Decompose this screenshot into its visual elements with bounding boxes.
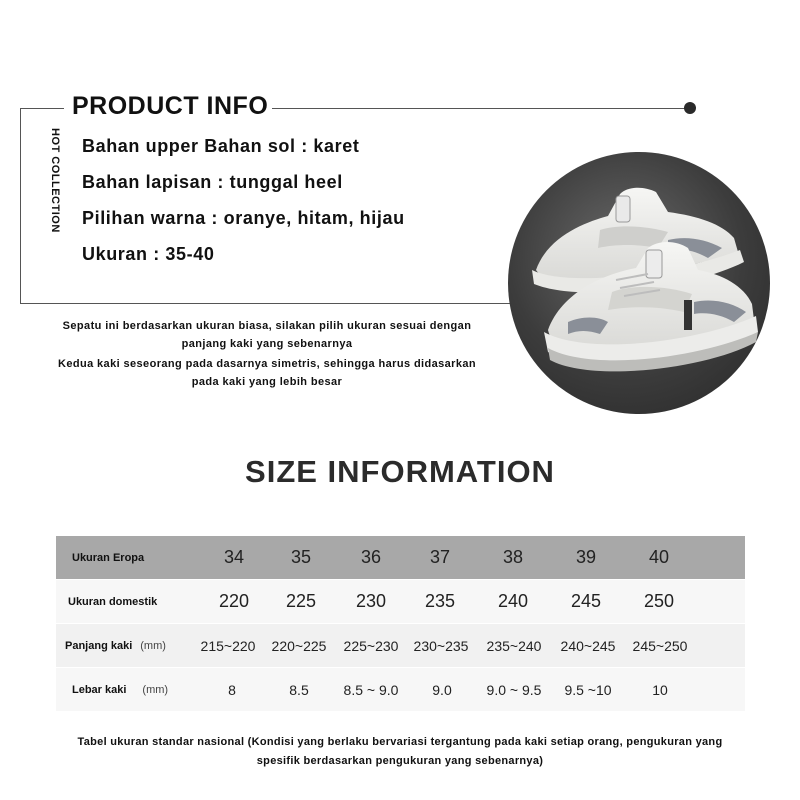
table-row-eu-size bbox=[56, 536, 745, 579]
table-cell: 250 bbox=[643, 591, 675, 611]
row-label-text: Panjang kaki bbox=[65, 639, 133, 652]
frame-top-border-left bbox=[20, 108, 64, 109]
note-line-3: Kedua kaki seseorang pada dasarnya simetris, sehingga harus didasarkan bbox=[57, 358, 477, 370]
info-lining: Bahan lapisan : tunggal heel bbox=[82, 172, 343, 192]
sneakers-illustration bbox=[508, 152, 770, 414]
hot-collection-text: HOT COLLECTION bbox=[49, 128, 61, 233]
note-line-2: panjang kaki yang sebenarnya bbox=[181, 338, 353, 350]
table-cell: 40 bbox=[648, 547, 670, 567]
row-unit: (mm) bbox=[142, 683, 169, 696]
table-cell: 9.0 ~ 9.5 bbox=[486, 681, 542, 698]
note-line-4: pada kaki yang lebih besar bbox=[191, 376, 343, 388]
table-row-foot-length bbox=[56, 624, 745, 667]
table-cell: 240~245 bbox=[560, 637, 616, 654]
row-label-text: Lebar kaki bbox=[72, 683, 127, 696]
table-cell: 215~220 bbox=[200, 637, 256, 654]
row-label-text: Ukuran Eropa bbox=[72, 551, 145, 564]
info-material: Bahan upper Bahan sol : karet bbox=[82, 136, 360, 156]
table-cell: 230 bbox=[355, 591, 387, 611]
table-cell: 220 bbox=[218, 591, 250, 611]
table-row-domestic-size bbox=[56, 580, 745, 623]
size-information-heading: SIZE INFORMATION bbox=[245, 454, 555, 489]
frame-top-border-right bbox=[272, 108, 686, 109]
table-cell: 8.5 ~ 9.0 bbox=[343, 681, 399, 698]
row-label-text: Ukuran domestik bbox=[68, 595, 158, 608]
product-info-heading: PRODUCT INFO bbox=[72, 92, 269, 120]
size-table bbox=[56, 536, 745, 711]
table-cell: 39 bbox=[575, 547, 597, 567]
table-cell: 220~225 bbox=[271, 637, 327, 654]
table-cell: 36 bbox=[360, 547, 382, 567]
table-cell: 245 bbox=[570, 591, 602, 611]
table-row-foot-width bbox=[56, 668, 745, 711]
table-cell: 240 bbox=[497, 591, 529, 611]
table-cell: 8 bbox=[228, 681, 236, 698]
product-photo bbox=[508, 152, 770, 414]
table-cell: 9.5 ~10 bbox=[564, 681, 612, 698]
table-cell: 9.0 bbox=[432, 681, 452, 698]
info-sizes: Ukuran : 35-40 bbox=[82, 244, 215, 264]
hot-collection-label bbox=[45, 128, 61, 248]
row-label bbox=[56, 580, 218, 623]
table-cell: 10 bbox=[652, 681, 668, 698]
table-cell: 235 bbox=[424, 591, 456, 611]
frame-dot-ornament bbox=[684, 102, 696, 114]
table-cell: 37 bbox=[429, 547, 451, 567]
row-unit: (mm) bbox=[140, 639, 166, 652]
table-cell: 225 bbox=[285, 591, 317, 611]
table-cell: 225~230 bbox=[343, 637, 399, 654]
footer-note bbox=[0, 733, 800, 771]
table-cell: 245~250 bbox=[632, 637, 688, 654]
table-cell: 35 bbox=[290, 547, 312, 567]
footer-note-line-1: Tabel ukuran standar nasional (Kondisi yang berlaku bervariasi tergantung pada kaki setiap orang, pengukuran yang bbox=[77, 736, 723, 748]
table-cell: 235~240 bbox=[486, 637, 542, 654]
footer-note-line-2: spesifik berdasarkan pengukuran yang sebenarnya) bbox=[256, 755, 544, 767]
note-line-1: Sepatu ini berdasarkan ukuran biasa, silakan pilih ukuran sesuai dengan bbox=[62, 320, 472, 332]
table-cell: 230~235 bbox=[413, 637, 469, 654]
table-cell: 8.5 bbox=[289, 681, 309, 698]
info-colors: Pilihan warna : oranye, hitam, hijau bbox=[82, 208, 405, 228]
table-cell: 38 bbox=[502, 547, 524, 567]
table-cell: 34 bbox=[223, 547, 245, 567]
